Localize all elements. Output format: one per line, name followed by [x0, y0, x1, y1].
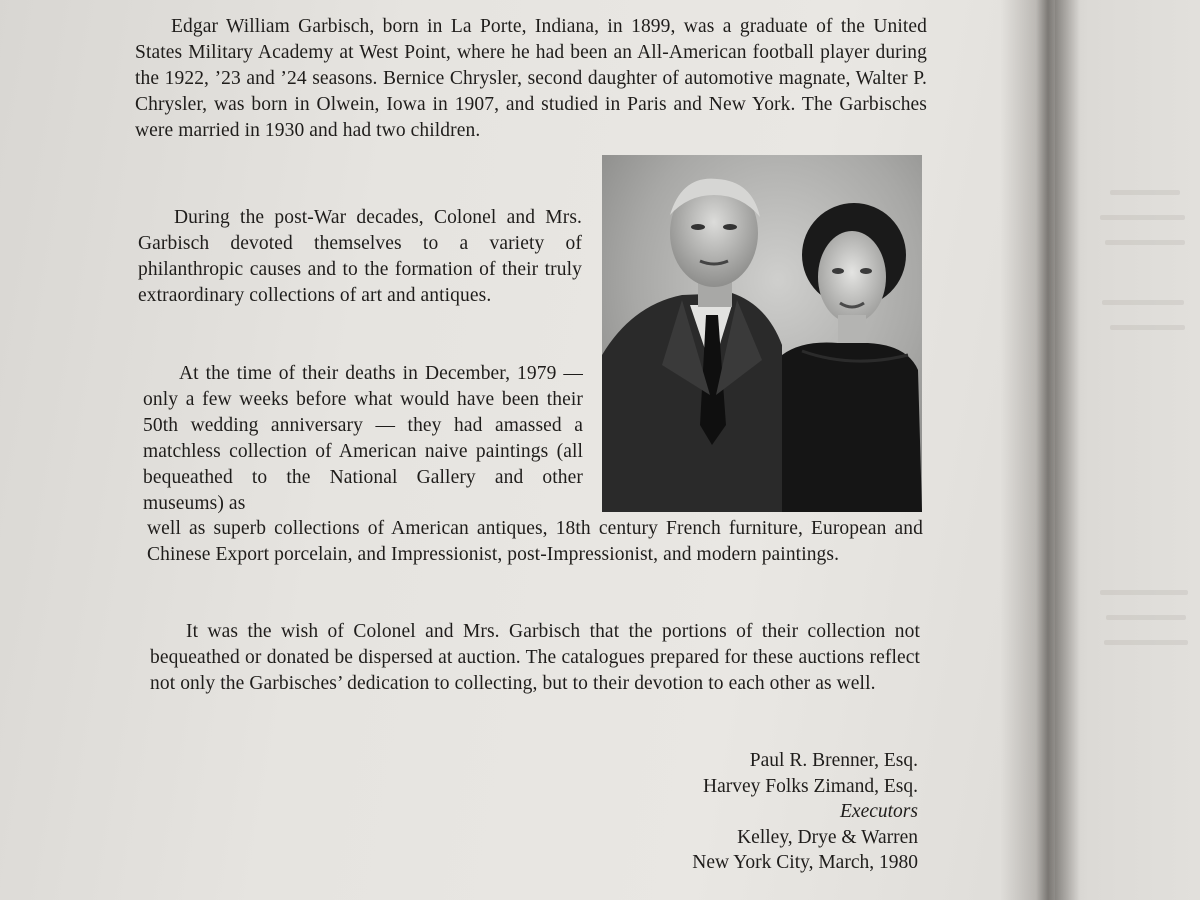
law-firm: Kelley, Drye & Warren [737, 826, 918, 848]
signatory-name-2: Harvey Folks Zimand, Esq. [702, 775, 918, 797]
page-gutter-shadow [1000, 0, 1080, 900]
signature-block [600, 748, 918, 876]
paragraph-auction-wish: It was the wish of Colonel and Mrs. Garbisch that the portions of their collection not bequeathed or donated be dispersed at auction. The catalogues prepared for these auctions reflect not only the Garbisches’ dedication to collecting, but to their devotion to each other as well. [150, 621, 920, 694]
paragraph-biography: Edgar William Garbisch, born in La Porte, Indiana, in 1899, was a graduate of the United States Military Academy at West Point, where he had been an All-American football player during the 1922, ’23 and ’24 seasons. Bernice Chrysler, second daughter of automotive magnate, Walter P. Chrysler, was born in Olwein, Iowa in 1907, and studied in Paris and New York. The Garbisches were married in 1930 and had two children. [135, 16, 927, 141]
paragraph-collections-part-1: At the time of their deaths in December, 1979 — only a few weeks before what would have been their 50th wedding anniversary — they had amassed a matchless collection of American naive paintings (all bequeathed to the National Gallery and other museums) as [143, 363, 583, 514]
paragraph-philanthropy: During the post-War decades, Colonel and Mrs. Garbisch devoted themselves to a variety of philanthropic causes and to the formation of their truly extraordinary collections of art and antiques. [138, 207, 582, 306]
place-date: New York City, March, 1980 [692, 852, 918, 873]
portrait-photo [602, 155, 922, 512]
signatory-role: Executors [840, 801, 918, 822]
paragraph-collections-part-2: well as superb collections of American antiques, 18th century French furniture, European and Chinese Export porcelain, and Impressionist, post-Impressionist, and modern paintings. [147, 518, 923, 565]
couple-portrait-image [602, 155, 922, 512]
signatory-name-1: Paul R. Brenner, Esq. [749, 750, 918, 771]
